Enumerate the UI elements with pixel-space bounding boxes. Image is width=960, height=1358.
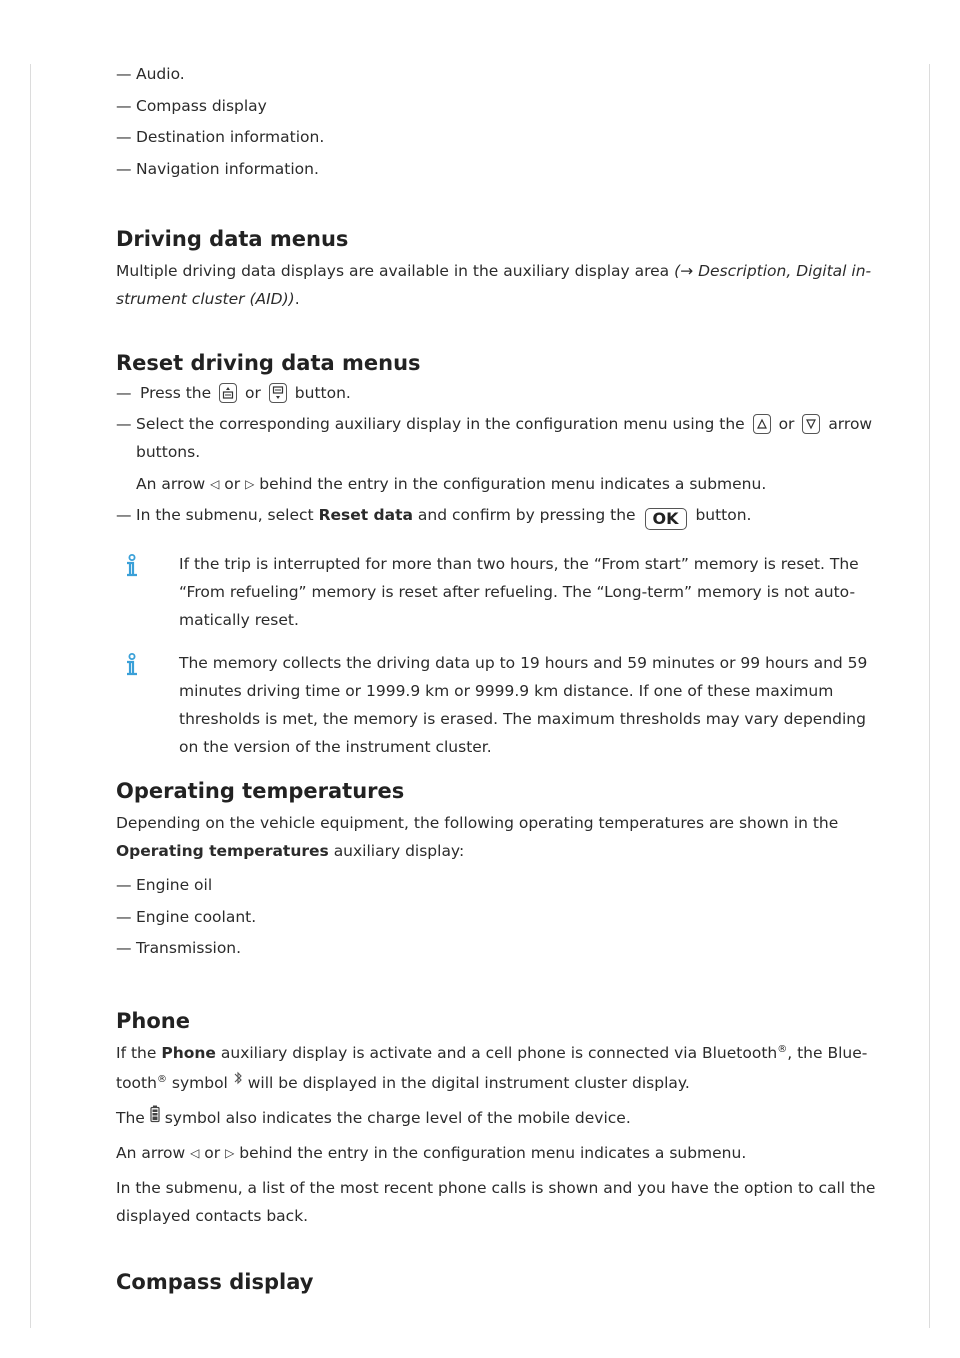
reset-step-3: — In the submenu, select Reset data and confirm by pressing the OK button. [116, 501, 876, 530]
list-item: — Navigation information. [116, 155, 876, 183]
info-icon [124, 653, 140, 688]
display-up-button-icon [219, 383, 237, 403]
info-icon [124, 554, 140, 589]
driving-data-paragraph: Multiple driving data displays are available in the auxiliary display area (→ Description, Digital in- strument cluster (AID)). [116, 261, 872, 308]
intro-list [116, 60, 876, 183]
right-arrow-icon: ▷ [225, 1146, 235, 1160]
phone-paragraph-1: If the Phone auxiliary display is activate and a cell phone is connected via Bluetooth®, the Blue- tooth® symbol will be displayed in the digital instrument cluster display. [116, 1039, 876, 1097]
list-item: — Transmission. [116, 934, 876, 962]
right-margin-rule [929, 64, 930, 1328]
display-down-button-icon [269, 383, 287, 403]
ok-button-icon: OK [645, 508, 687, 530]
list-item: — Compass display [116, 92, 876, 120]
page-content [116, 60, 876, 1296]
info-note-1: If the trip is interrupted for more than two hours, the “From start” memory is reset. The “From refueling” memory is reset after refueling. The “Long-term” memory is not auto- matically reset. [116, 550, 876, 634]
submenu-arrow-note: An arrow ◁ or ▷ behind the entry in the configuration menu indicates a submenu. [136, 474, 767, 493]
list-item: — Engine oil [116, 871, 876, 899]
cross-reference-link-continued[interactable]: strument cluster (AID)) [116, 289, 295, 308]
left-arrow-icon: ◁ [190, 1146, 200, 1160]
arrow-down-button-icon [802, 414, 820, 434]
reset-heading: Reset driving data menus [116, 350, 421, 375]
reset-step-1: — Press the or button. [116, 379, 876, 407]
list-item: — Engine coolant. [116, 903, 876, 931]
arrow-up-button-icon [753, 414, 771, 434]
info-note-2: The memory collects the driving data up to 19 hours and 59 minutes or 99 hours and 59 minutes driving time or 1999.9 km or 9999.9 km distance. If one of these maximum thresholds is met, the memory is erased. The maximum thresholds may vary depending on the version of the instrument cluster. [116, 649, 876, 761]
battery-icon [150, 1104, 160, 1132]
driving-data-heading: Driving data menus [116, 226, 349, 251]
left-arrow-icon: ◁ [210, 476, 220, 491]
phone-paragraph-2: The symbol also indicates the charge level of the mobile device. [116, 1104, 876, 1132]
bluetooth-icon [233, 1067, 243, 1095]
operating-temperatures-heading: Operating temperatures [116, 779, 405, 803]
right-arrow-icon: ▷ [245, 476, 255, 491]
list-item: — Audio. [116, 60, 876, 88]
compass-display-heading: Compass display [116, 1270, 314, 1294]
left-margin-rule [30, 64, 31, 1328]
phone-heading: Phone [116, 1009, 190, 1033]
list-item: — Destination information. [116, 123, 876, 151]
cross-reference-link[interactable]: (→ Description, Digital in- [674, 261, 872, 280]
reset-step-2: — Select the corresponding auxiliary display in the configuration menu using the or arrow buttons. [116, 410, 876, 466]
operating-temperatures-paragraph: Depending on the vehicle equipment, the following operating temperatures are shown in the Operating temperatures auxiliary display: [116, 814, 839, 860]
phone-paragraph-3: An arrow ◁ or ▷ behind the entry in the configuration menu indicates a submenu. [116, 1144, 747, 1162]
operating-temperatures-list [116, 871, 876, 962]
phone-paragraph-4: In the submenu, a list of the most recent phone calls is shown and you have the option to call the displayed contacts back. [116, 1179, 876, 1225]
